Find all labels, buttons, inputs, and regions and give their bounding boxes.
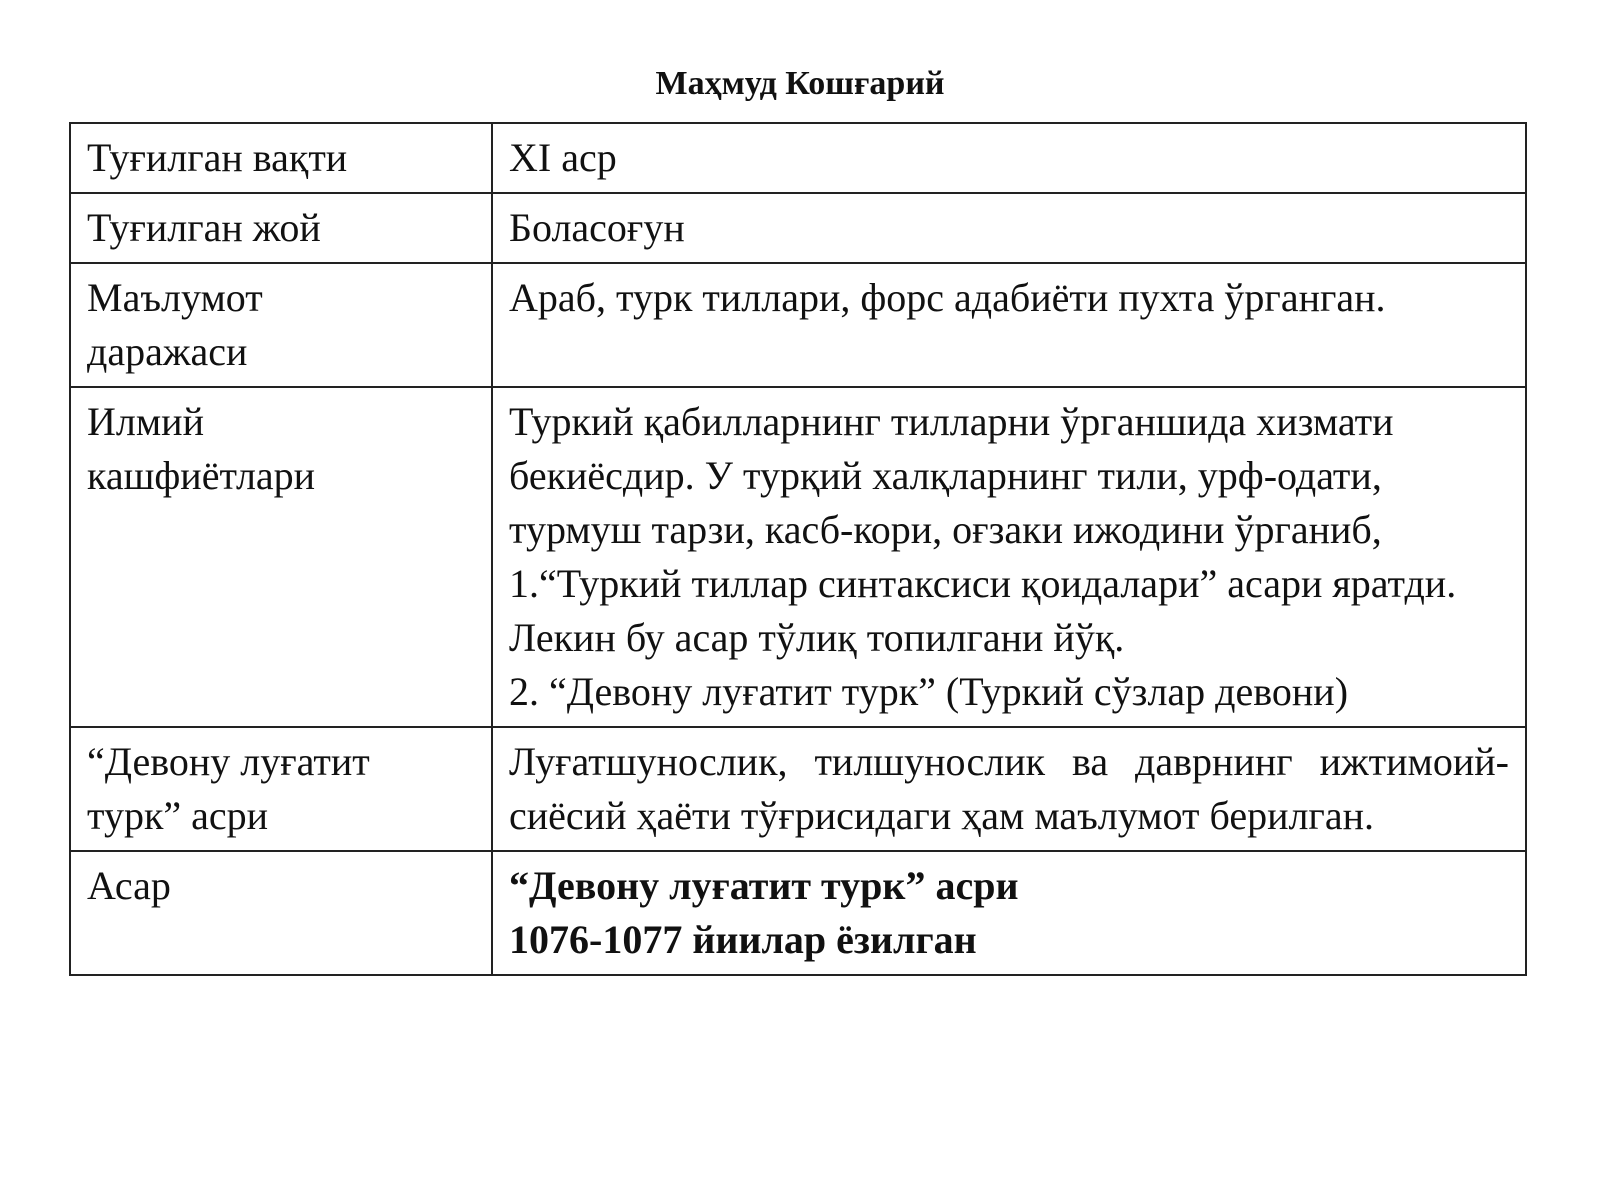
table-row: [70, 263, 1526, 387]
row-value: XI аср: [492, 123, 1526, 193]
row-value: “Девону луғатит турк” асри 1076-1077 йиилар ёзилган: [492, 851, 1526, 975]
row-value: Боласоғун: [492, 193, 1526, 263]
table-row: [70, 193, 1526, 263]
page-title: Маҳмуд Кошғарий: [655, 65, 945, 102]
row-label: “Девону луғатит турк” асри: [70, 727, 492, 851]
table-row: [70, 123, 1526, 193]
row-value: Луғатшунослик, тилшунослик ва даврнинг ижтимоий-сиёсий ҳаёти тўғрисидаги ҳам маълумот берилган.: [492, 727, 1526, 851]
table-row: [70, 727, 1526, 851]
row-label: Туғилган вақти: [70, 123, 492, 193]
row-label: Маълумот даражаси: [70, 263, 492, 387]
info-table: [69, 122, 1527, 976]
row-value: Туркий қабилларнинг тилларни ўрганшида хизмати бекиёсдир. У турқий халқларнинг тили, урф-одати, турмуш тарзи, касб-кори, оғзаки ижодини ўрганиб, 1.“Туркий тиллар синтаксиси қоидалари” асари яратди. Лекин бу асар тўлиқ топилгани йўқ. 2. “Девону луғатит турк” (Туркий сўзлар девони): [492, 387, 1526, 727]
row-label: Асар: [70, 851, 492, 975]
table-row: [70, 387, 1526, 727]
row-label: Илмий кашфиётлари: [70, 387, 492, 727]
table-row: [70, 851, 1526, 975]
row-label: Туғилган жой: [70, 193, 492, 263]
row-value: Араб, турк тиллари, форс адабиёти пухта ўрганган.: [492, 263, 1526, 387]
